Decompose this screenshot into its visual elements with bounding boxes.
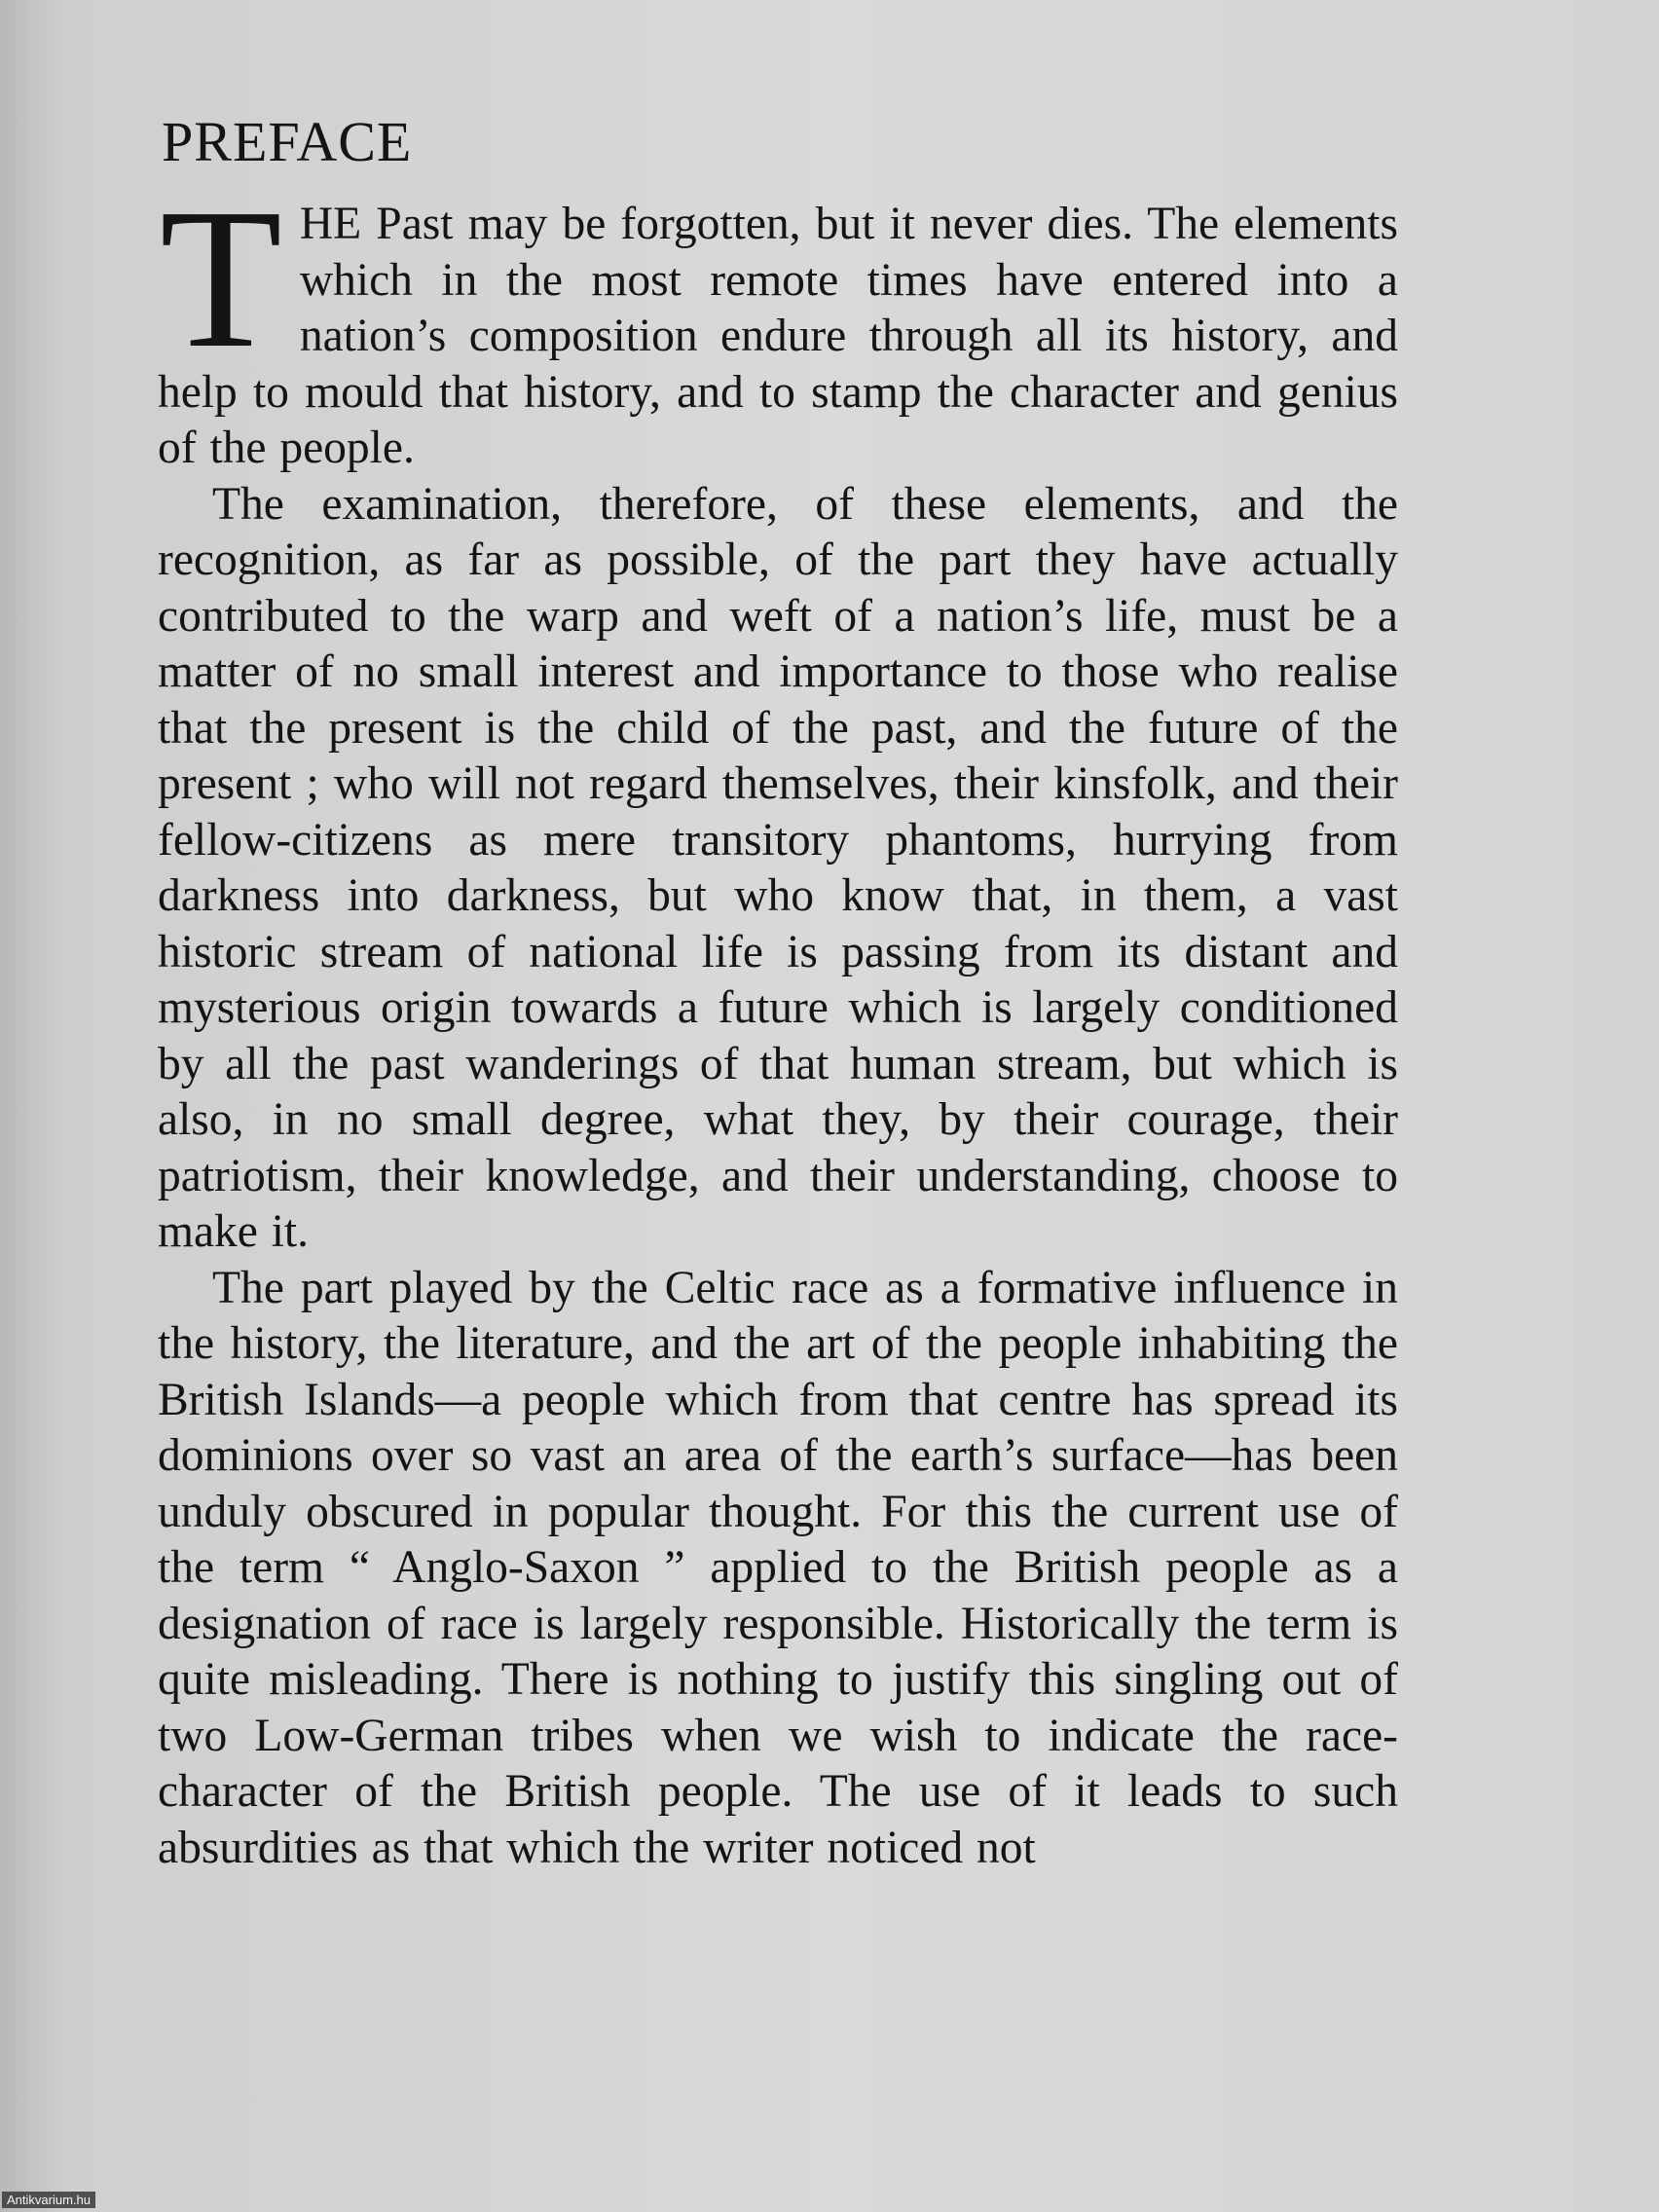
- paragraph-1: [158, 166, 1398, 477]
- paragraph-2: The examination, therefore, of these elements, and the recognition, as far as possible, of the part they have actually contributed to the warp and weft of a nation’s life, must be a matter of no small interest and importance to those who realise that the present is the child of the past, and the future of the present ; who will not regard themselves, their kinsfolk, and their fellow-citizens as mere transitory phantoms, hurrying from darkness into darkness, but who know that, in them, a vast historic stream of national life is passing from its distant and mysterious origin towards a future which is largely conditioned by all the past wanderings of that human stream, but which is also, in no small degree, what they, by their courage, their patriotism, their knowledge, and their understanding, choose to make it.: [158, 478, 1398, 1257]
- watermark-label: Antikvarium.hu: [2, 2192, 95, 2208]
- paragraph-3: The part played by the Celtic race as a formative influence in the history, the literature, and the art of the people inhabiting the British Islands—a people which from that centre has spread its dominions over so vast an area of the earth’s surface—has been unduly obscured in popular thought. For this the current use of the term “ Anglo-Saxon ” applied to the British people as a designation of race is largely responsible. Historically the term is quite misleading. There is nothing to justify this singling out of two Low-German tribes when we wish to indicate the race-character of the British people. The use of it leads to such absurdities as that which the writer noticed not: [158, 1262, 1398, 1873]
- body-text: [158, 166, 1398, 1876]
- paragraph-1-text: HE Past may be forgotten, but it never dies. The elements which in the most remote times have entered into a nation’s composition endure through all its history, and help to mould that history, and to stamp the character and genius of the people.: [158, 199, 1398, 473]
- page-content: [158, 107, 1398, 1876]
- drop-cap: T: [160, 166, 282, 389]
- page-title: PREFACE: [162, 110, 413, 173]
